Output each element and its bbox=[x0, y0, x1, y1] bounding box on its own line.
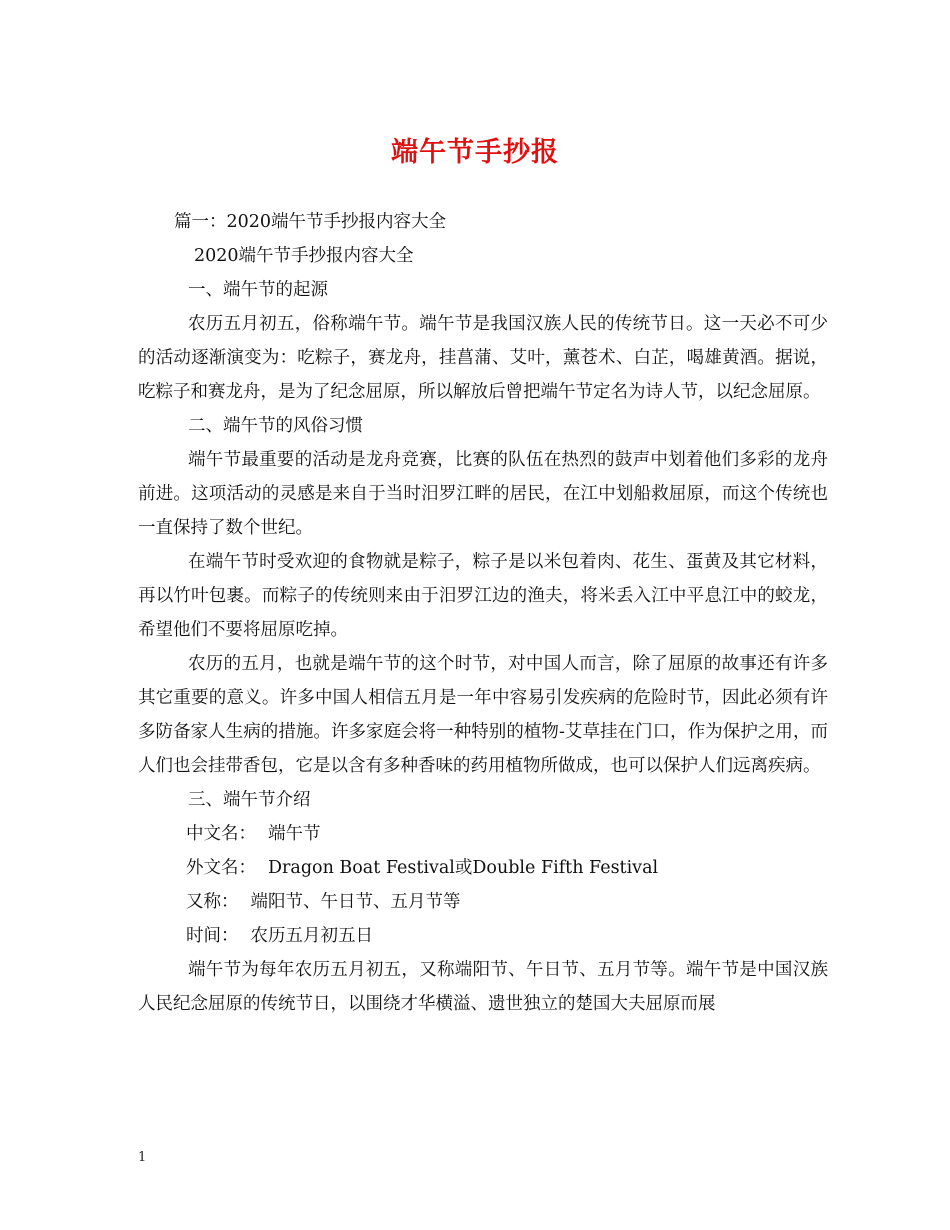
section-heading: 篇一：2020端午节手抄报内容大全 bbox=[174, 212, 447, 232]
subtitle: 2020端午节手抄报内容大全 bbox=[194, 246, 414, 266]
heading-customs: 二、端午节的风俗习惯 bbox=[188, 416, 363, 436]
field-alias bbox=[138, 885, 828, 919]
document-body bbox=[138, 205, 828, 1021]
heading-introduction: 三、端午节介绍 bbox=[188, 790, 311, 810]
page-number: 1 bbox=[138, 1150, 147, 1165]
paragraph-introduction: 端午节为每年农历五月初五，又称端阳节、午日节、五月节等。端午节是中国汉族人民纪念屈原的传统节日，以围绕才华横溢、遗世独立的楚国大夫屈原而展 bbox=[138, 960, 828, 1014]
field-time bbox=[138, 919, 828, 953]
field-value: Dragon Boat Festival或Double Fifth Festival bbox=[268, 858, 659, 878]
field-label: 时间： bbox=[186, 926, 239, 946]
field-value: 端午节 bbox=[268, 824, 321, 844]
field-label: 中文名： bbox=[186, 824, 256, 844]
field-foreign-name bbox=[138, 851, 828, 885]
paragraph-fifth-month: 农历的五月，也就是端午节的这个时节，对中国人而言，除了屈原的故事还有许多其它重要的意义。许多中国人相信五月是一年中容易引发疾病的危险时节，因此必须有许多防备家人生病的措施。许多家庭会将一种特别的植物-艾草挂在门口，作为保护之用，而人们也会挂带香包，它是以含有多种香味的药用植物所做成，也可以保护人们远离疾病。 bbox=[138, 654, 828, 776]
paragraph-origin: 农历五月初五，俗称端午节。端午节是我国汉族人民的传统节日。这一天必不可少的活动逐渐演变为：吃粽子，赛龙舟，挂菖蒲、艾叶，薰苍术、白芷，喝雄黄酒。据说，吃粽子和赛龙舟，是为了纪念屈原，所以解放后曾把端午节定名为诗人节，以纪念屈原。 bbox=[138, 314, 828, 402]
page-title: 端午节手抄报 bbox=[391, 137, 559, 168]
field-chinese-name bbox=[138, 817, 828, 851]
paragraph-dragon-boat: 端午节最重要的活动是龙舟竞赛，比赛的队伍在热烈的鼓声中划着他们多彩的龙舟前进。这项活动的灵感是来自于当时汨罗江畔的居民，在江中划船救屈原，而这个传统也一直保持了数个世纪。 bbox=[138, 450, 828, 538]
heading-origin: 一、端午节的起源 bbox=[188, 280, 328, 300]
field-label: 外文名： bbox=[186, 858, 256, 878]
field-value: 农历五月初五日 bbox=[250, 926, 373, 946]
field-label: 又称： bbox=[186, 892, 239, 912]
field-value: 端阳节、午日节、五月节等 bbox=[250, 892, 461, 912]
paragraph-zongzi: 在端午节时受欢迎的食物就是粽子，粽子是以米包着肉、花生、蛋黄及其它材料，再以竹叶包裹。而粽子的传统则来由于汨罗江边的渔夫，将米丢入江中平息江中的蛟龙，希望他们不要将屈原吃掉。 bbox=[138, 552, 828, 640]
